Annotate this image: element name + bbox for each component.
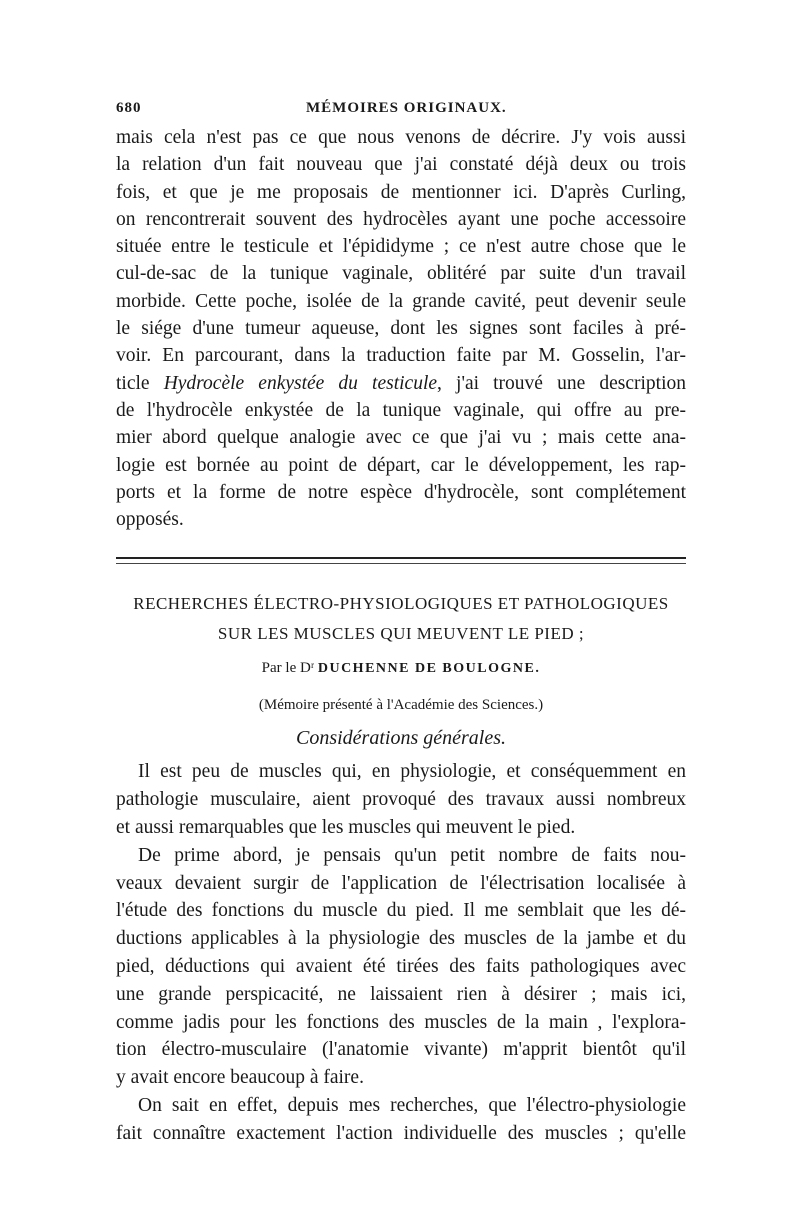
author-name: DUCHENNE DE BOULOGNE. [317, 661, 541, 677]
text-line: et aussi remarquables que les muscles qui meuvent le pied. [116, 817, 576, 839]
text-line: mais cela n'est pas ce que nous venons de décrire. J'y vois aussi [116, 127, 686, 148]
rule-thin [116, 563, 686, 564]
text-line: on rencontrerait souvent des hydrocèles ayant une poche accessoire [116, 208, 686, 230]
intro-paragraph [116, 124, 686, 533]
text-line: la relation d'un fait nouveau que j'ai constaté déjà deux ou trois [116, 154, 686, 176]
running-title: MÉMOIRES ORIGINAUX. [306, 100, 507, 116]
running-head [116, 94, 686, 124]
text-line: De prime abord, je pensais qu'un petit nombre de faits nou- [138, 844, 686, 866]
presentation-note: (Mémoire présenté à l'Académie des Sciences.) [258, 697, 544, 714]
text-line: de l'hydrocèle enkystée de la tunique vaginale, qui offre au pre- [116, 399, 686, 421]
text-line: Il est peu de muscles qui, en physiologie, et conséquemment en [138, 761, 686, 783]
text-line: tion électro-musculaire (l'anatomie vivante) m'apprit bientôt qu'il [116, 1039, 686, 1061]
text-line: pathologie musculaire, aient provoqué des travaux aussi nombreux [116, 789, 686, 811]
text-line: fois, et que je me proposais de mentionner ici. D'après Curling, [116, 181, 686, 203]
text-line: fait connaître exactement l'action individuelle des muscles ; qu'elle [116, 1122, 686, 1144]
byline-prefix: Par le Dʳ [261, 660, 315, 677]
text-line-with-italic-title [116, 370, 686, 397]
byline [116, 653, 686, 684]
paragraph-1 [116, 758, 686, 841]
text-line: logie est bornée au point de départ, car le développement, les rap- [116, 454, 686, 476]
page-number: 680 [116, 100, 142, 116]
text-line: veaux devaient surgir de l'application de l'électrisation localisée à [116, 872, 686, 894]
text-line: une grande perspicacité, ne laissaient rien à désirer ; mais ici, [116, 983, 686, 1005]
double-rule-divider [116, 557, 686, 567]
text-fragment: ticle [116, 372, 164, 394]
text-line: voir. En parcourant, dans la traduction faite par M. Gosselin, l'ar- [116, 345, 686, 367]
text-line: l'étude des fonctions du muscle du pied. Il me semblait que les dé- [116, 900, 686, 922]
article-title-line-1: RECHERCHES ÉLECTRO-PHYSIOLOGIQUES ET PATHOLOGIQUES [133, 594, 669, 614]
text-line: On sait en effet, depuis mes recherches, que l'électro-physiologie [138, 1095, 686, 1117]
article-title-line-2: SUR LES MUSCLES QUI MEUVENT LE PIED ; [217, 624, 585, 644]
rule-thick [116, 557, 686, 559]
text-line: comme jadis pour les fonctions des muscles de la main , l'explora- [116, 1011, 686, 1033]
text-line: opposés. [116, 509, 184, 531]
text-line: pied, déductions qui avaient été tirées des faits pathologiques avec [116, 956, 686, 978]
text-line: y avait encore beaucoup à faire. [116, 1067, 364, 1089]
text-line: mier abord quelque analogie avec ce que j'ai vu ; mais cette ana- [116, 427, 686, 449]
book-page [116, 94, 686, 1148]
text-line: ductions applicables à la physiologie des muscles de la jambe et du [116, 928, 686, 950]
text-line: ports et la forme de notre espèce d'hydrocèle, sont complétement [116, 481, 686, 503]
paragraph-3 [116, 1092, 686, 1148]
text-line: le siége d'une tumeur aqueuse, dont les signes sont faciles à pré- [116, 318, 686, 340]
section-heading: Considérations générales. [296, 727, 506, 750]
italic-article-title: Hydrocèle enkystée du testicule [163, 372, 438, 394]
article-title [116, 589, 686, 649]
text-line: cul-de-sac de la tunique vaginale, oblitéré par suite d'un travail [116, 263, 686, 285]
text-line: morbide. Cette poche, isolée de la grande cavité, peut devenir seule [116, 290, 686, 312]
text-line: située entre le testicule et l'épididyme ; ce n'est autre chose que le [116, 236, 686, 258]
paragraph-2 [116, 842, 686, 1092]
text-fragment: , j'ai trouvé une description [437, 372, 686, 394]
